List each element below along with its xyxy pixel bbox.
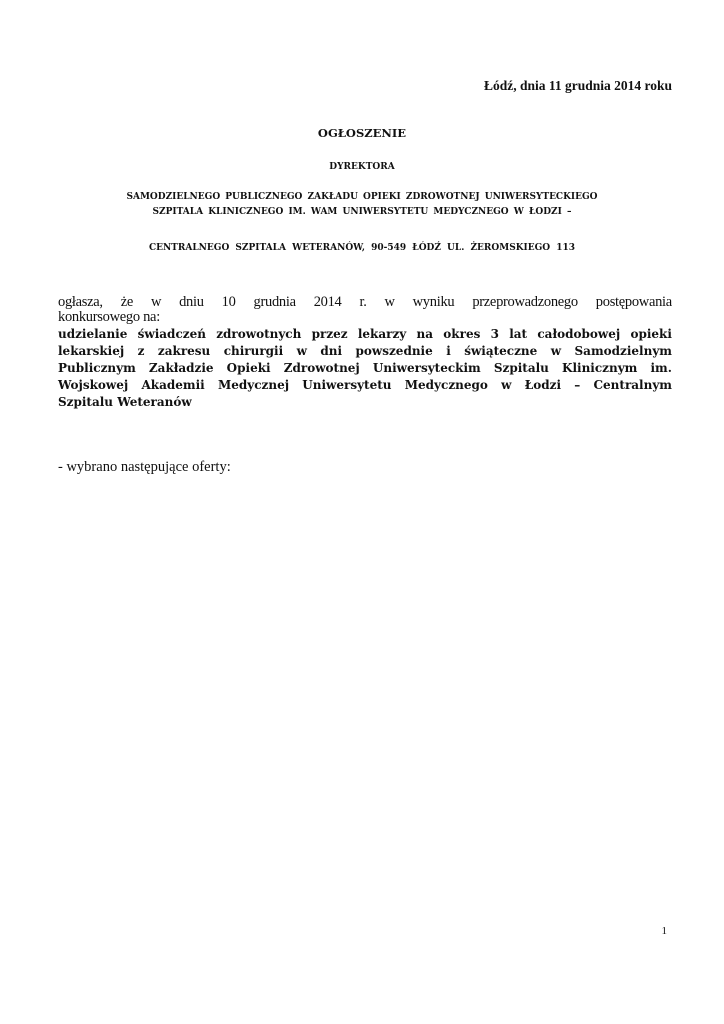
word: Uniwersytetu [302,378,392,392]
word: 10 [221,294,236,310]
word: w [384,294,395,310]
word: Łodzi [524,378,562,392]
word: w [150,294,162,310]
subject-line-5: Szpitalu Weteranów [58,395,192,409]
word: 3 [490,327,499,341]
intro-paragraph [58,295,672,325]
word: przez [311,327,348,341]
word: lekarskiej [58,344,125,358]
page-number: 1 [661,925,667,937]
word: okres [443,327,481,341]
word: Opieki [226,361,271,375]
announcement-title: OGŁOSZENIE [317,126,407,140]
word: Wojskowej [58,378,129,392]
word: na [416,327,434,341]
intro-line-1 [58,295,672,310]
word: zdrowotnych [216,327,302,341]
institution-line-1: SAMODZIELNEGO PUBLICZNEGO ZAKŁADU OPIEKI ZDROWOTNEJ UNIWERSYTECKIEGO [126,192,598,202]
word: i [446,344,451,358]
word: ogłasza, [58,294,103,310]
word: dni [320,344,343,358]
word: zakresu [157,344,211,358]
subject-line-4 [58,377,672,394]
word: 2014 [313,294,342,310]
word: Klinicznym [562,361,638,375]
word: całodobowej [537,327,621,341]
word: Medycznego [404,378,488,392]
word: Publicznym [58,361,136,375]
word: postępowania [595,294,672,310]
word: grudnia [253,294,296,310]
word: Akademii [141,378,205,392]
word: – [574,378,581,392]
subject-line-3 [58,360,672,377]
institution-line-2: SZPITALA KLINICZNEGO IM. WAM UNIWERSYTETU MEDYCZNEGO W ŁODZI – [152,207,572,217]
institution-name [40,190,684,220]
word: chirurgii [223,344,284,358]
intro-line-2: konkursowego na: [58,309,160,325]
word: w [550,344,562,358]
word: Szpitalu [493,361,549,375]
word: Uniwersyteckim [372,361,481,375]
word: Samodzielnym [574,344,672,358]
word: świąteczne [464,344,538,358]
word: Zdrowotnej [283,361,360,375]
word: że [120,294,133,310]
word: opieki [630,327,672,341]
word: udzielanie [58,327,128,341]
word: r. [359,294,367,310]
announcement-subtitle: DYREKTORA [329,162,395,172]
word: w [501,378,512,392]
word: lekarzy [357,327,407,341]
word: w [296,344,307,358]
word: wyniku [412,294,455,310]
word: powszednie [355,344,433,358]
institution-address: CENTRALNEGO SZPITALA WETERANÓW, 90-549 ŁÓDŹ UL. ŻEROMSKIEGO 113 [148,243,576,253]
word: Centralnym [593,378,672,392]
word: im. [650,361,672,375]
word: przeprowadzonego [472,294,578,310]
subject-paragraph [58,326,672,411]
word: dniu [179,294,204,310]
word: świadczeń [137,327,206,341]
subject-line-2 [58,343,672,360]
word: Medycznej [217,378,290,392]
date-line: Łódź, dnia 11 grudnia 2014 roku [483,78,672,93]
subject-line-1 [58,326,672,343]
word: z [137,344,145,358]
word: Zakładzie [148,361,214,375]
word: lat [509,327,528,341]
offers-bullet: - wybrano następujące oferty: [58,459,231,475]
